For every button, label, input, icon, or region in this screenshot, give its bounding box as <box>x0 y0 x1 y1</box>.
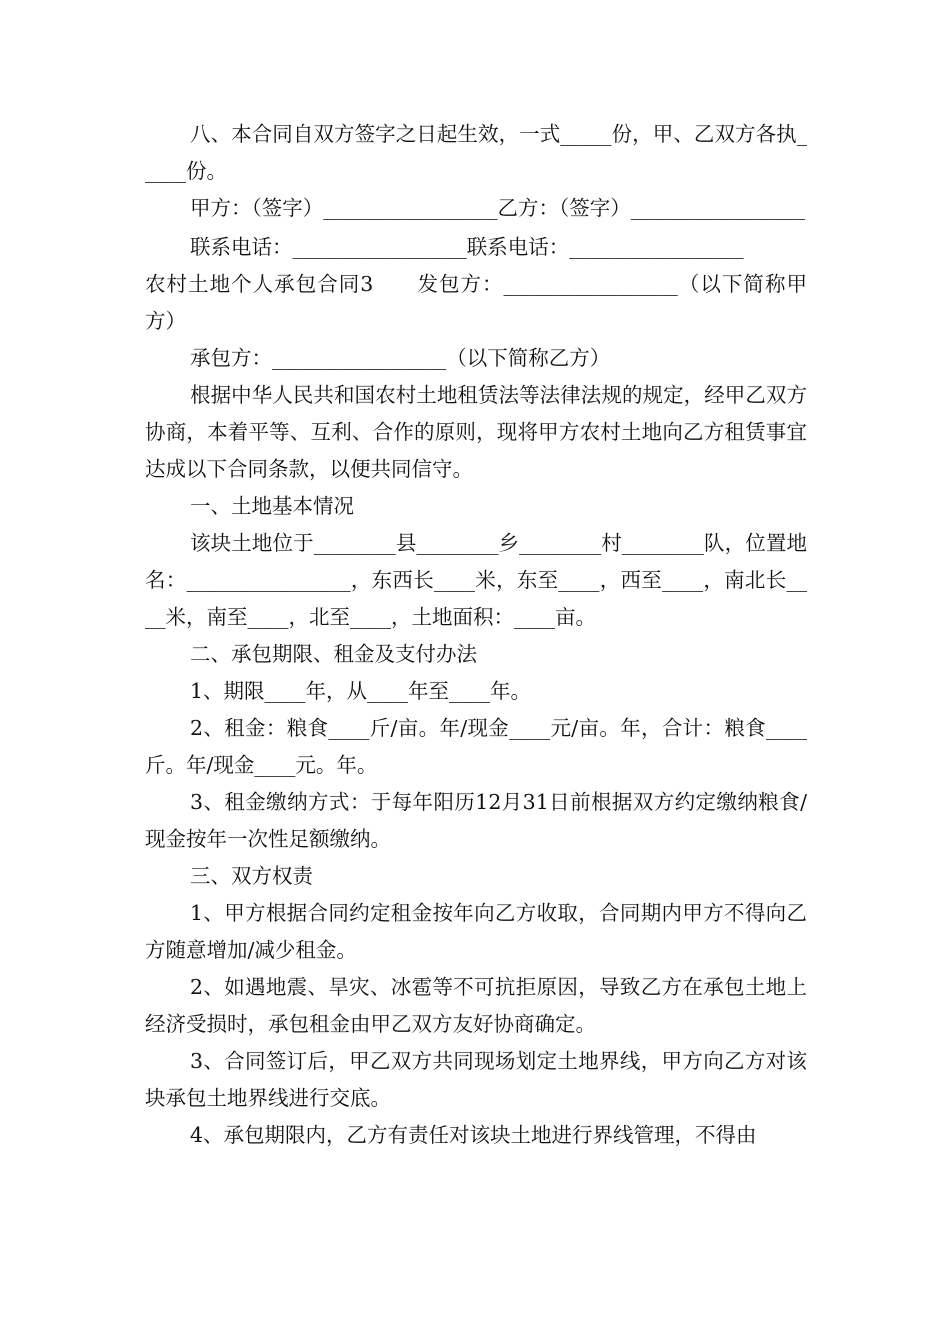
land-location-details: 该块土地位于________县________乡________村________队，位置地名：________________，东西长____米，东至____，西至____，南北长____米，南至____，北至____，土地面积：____亩。 <box>145 531 807 629</box>
rights-clause-1: 1、甲方根据合同约定租金按年向乙方收取，合同期内甲方不得向乙方随意增加/减少租金。 <box>145 901 807 962</box>
section-heading-rights: 三、双方权责 <box>190 864 313 888</box>
contact-phone-line: 联系电话：_________________联系电话：_________________ <box>190 235 744 259</box>
lessee-line: 承包方：_________________（以下简称乙方） <box>190 346 611 370</box>
section-heading-land-info: 一、土地基本情况 <box>190 494 354 518</box>
rights-clause-4: 4、承包期限内，乙方有责任对该块土地进行界线管理，不得由 <box>190 1123 757 1147</box>
term-clause: 1、期限____年，从____年至____年。 <box>190 679 532 703</box>
clause-eight-effectiveness: 八、本合同自双方签字之日起生效，一式_____份，甲、乙双方各执_____份。 <box>145 122 807 183</box>
rights-clause-2: 2、如遇地震、旱灾、冰雹等不可抗拒原因，导致乙方在承包土地上经济受损时，承包租金由甲乙双方友好协商确定。 <box>145 975 807 1036</box>
payment-method-clause: 3、租金缴纳方式：于每年阳历12月31日前根据双方约定缴纳粮食/现金按年一次性足额缴纳。 <box>145 790 807 851</box>
contract-title-and-lessor: 农村土地个人承包合同3 发包方：_________________（以下简称甲方） <box>145 272 807 333</box>
contract-body <box>145 116 807 1154</box>
section-heading-term-rent: 二、承包期限、租金及支付办法 <box>190 642 477 666</box>
rent-clause: 2、租金：粮食____斤/亩。年/现金____元/亩。年，合计：粮食____斤。年/现金____元。年。 <box>145 716 807 777</box>
rights-clause-3: 3、合同签订后，甲乙双方共同现场划定土地界线，甲方向乙方对该块承包土地界线进行交底。 <box>145 1049 807 1110</box>
preamble-paragraph: 根据中华人民共和国农村土地租赁法等法律法规的规定，经甲乙双方协商，本着平等、互利、合作的原则，现将甲方农村土地向乙方租赁事宜达成以下合同条款，以便共同信守。 <box>145 383 807 481</box>
signature-line: 甲方：（签字）_________________乙方：（签字）_________________ <box>190 196 805 220</box>
